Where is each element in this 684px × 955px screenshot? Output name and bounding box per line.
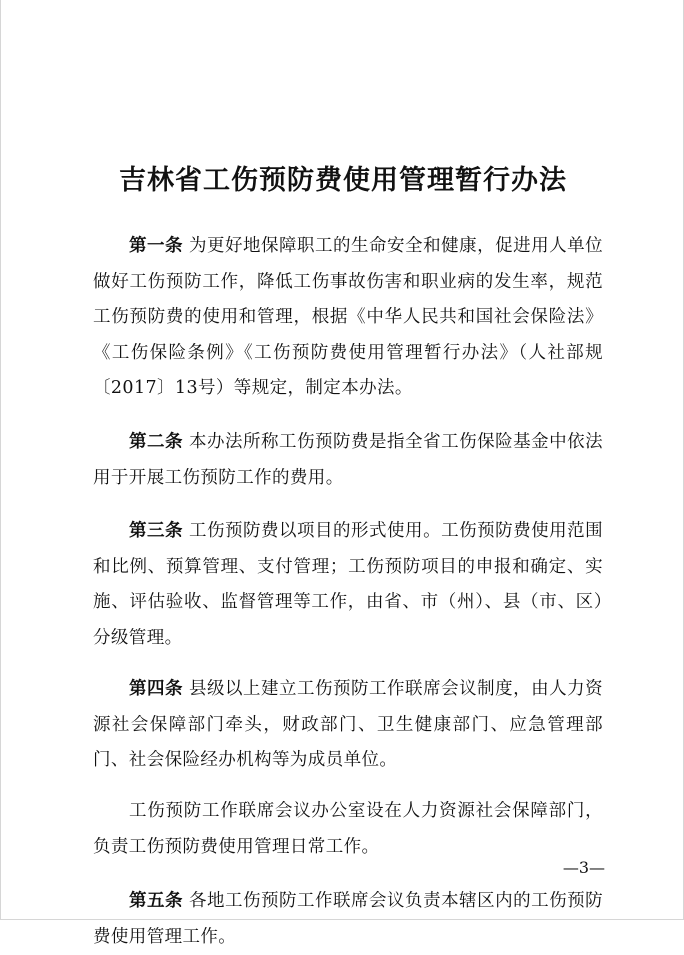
article-text: 县级以上建立工伤预防工作联席会议制度，由人力资源社会保障部门牵头，财政部门、卫生健康部门、应急管理部门、社会保险经办机构等为成员单位。	[93, 679, 603, 770]
article-text: 工伤预防费以项目的形式使用。工伤预防费使用范围和比例、预算管理、支付管理；工伤预防项目的申报和确定、实施、评估验收、监督管理等工作，由省、市（州）、县（市、区）分级管理。	[93, 521, 603, 648]
article-label: 第三条	[129, 521, 184, 541]
article-1	[93, 229, 603, 407]
article-text: 各地工伤预防工作联席会议负责本辖区内的工伤预防费使用管理工作。	[93, 891, 603, 947]
article-4	[93, 672, 603, 779]
article-label: 第一条	[129, 236, 184, 256]
article-text: 本办法所称工伤预防费是指全省工伤保险基金中依法用于开展工伤预防工作的费用。	[93, 432, 603, 488]
article-label: 第五条	[129, 891, 184, 911]
article-text: 工伤预防工作联席会议办公室设在人力资源社会保障部门，负责工伤预防费使用管理日常工作。	[93, 801, 603, 857]
article-4-paragraph-2	[93, 794, 603, 865]
article-text: 为更好地保障职工的生命安全和健康，促进用人单位做好工伤预防工作，降低工伤事故伤害和职业病的发生率，规范工伤预防费的使用和管理，根据《中华人民共和国社会保险法》《工伤保险条例》《工伤预防费使用管理暂行办法》（人社部规〔2017〕13号）等规定，制定本办法。	[93, 236, 603, 398]
page-number: —3—	[562, 858, 605, 877]
article-label: 第二条	[129, 432, 184, 452]
article-2	[93, 425, 603, 496]
document-title: 吉林省工伤预防费使用管理暂行办法	[119, 165, 567, 196]
article-label: 第四条	[129, 679, 184, 699]
article-3	[93, 514, 603, 656]
